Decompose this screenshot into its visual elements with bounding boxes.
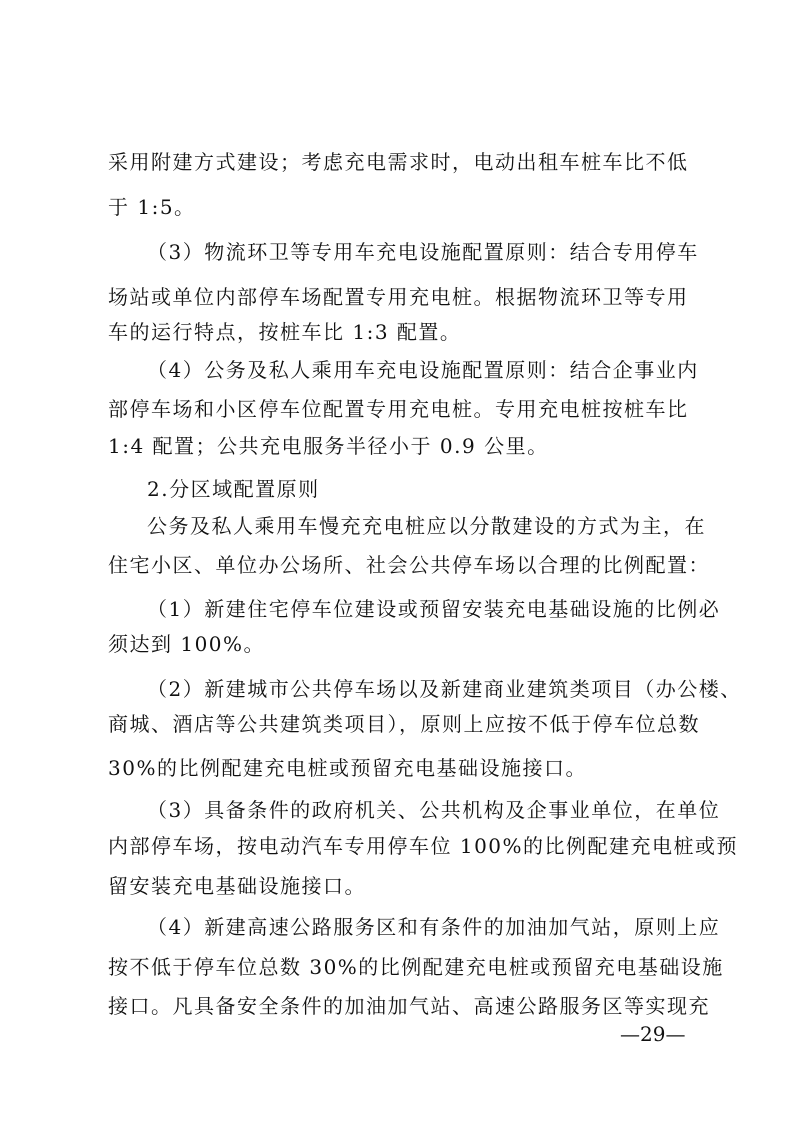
paragraph-item-4-start: （4）公务及私人乘用车充电设施配置原则：结合企事业内	[147, 358, 699, 382]
list-item-3-start: （3）具备条件的政府机关、公共机构及企事业单位，在单位	[147, 798, 721, 822]
body-text-line: 部停车场和小区停车位配置专用充电桩。专用充电桩按桩车比	[108, 397, 689, 421]
paragraph-item-3-start: （3）物流环卫等专用车充电设施配置原则：结合专用停车	[147, 240, 699, 264]
body-text-line: 商城、酒店等公共建筑类项目），原则上应按不低于停车位总数	[108, 712, 700, 736]
body-text-line: 按不低于停车位总数 30%的比例配建充电桩或预留充电基础设施	[108, 955, 724, 979]
paragraph-start: 公务及私人乘用车慢充充电桩应以分散建设的方式为主，在	[147, 514, 706, 538]
page-number: —29—	[620, 1022, 686, 1046]
body-text-line: 内部停车场，按电动汽车专用停车位 100%的比例配建充电桩或预	[108, 834, 739, 858]
body-text-line: 接口。凡具备安全条件的加油加气站、高速公路服务区等实现充	[108, 994, 710, 1018]
body-text-line: 于 1:5。	[108, 195, 196, 219]
body-text-line: 须达到 100%。	[108, 632, 266, 656]
body-text-line: 采用附建方式建设；考虑充电需求时，电动出租车桩车比不低	[108, 150, 689, 174]
body-text-line: 30%的比例配建充电桩或预留充电基础设施接口。	[108, 756, 587, 780]
body-text-line: 场站或单位内部停车场配置专用充电桩。根据物流环卫等专用	[108, 285, 689, 309]
list-item-2-start: （2）新建城市公共停车场以及新建商业建筑类项目（办公楼、	[147, 677, 742, 701]
list-item-1-start: （1）新建住宅停车位建设或预留安装充电基础设施的比例必	[147, 597, 721, 621]
body-text-line: 留安装充电基础设施接口。	[108, 874, 366, 898]
body-text-line: 车的运行特点，按桩车比 1:3 配置。	[108, 320, 462, 344]
body-text-line: 住宅小区、单位办公场所、社会公共停车场以合理的比例配置：	[108, 553, 710, 577]
body-text-line: 1:4 配置；公共充电服务半径小于 0.9 公里。	[108, 434, 549, 458]
section-heading: 2.分区域配置原则	[147, 477, 320, 501]
list-item-4-start: （4）新建高速公路服务区和有条件的加油加气站，原则上应	[147, 915, 721, 939]
